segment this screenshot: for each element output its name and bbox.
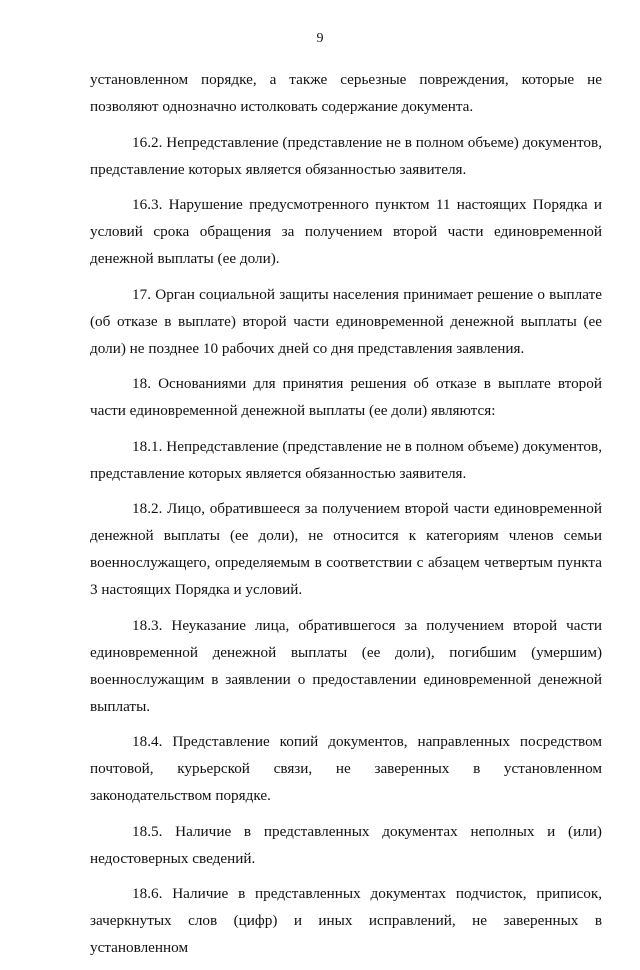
paragraph-18-1: 18.1. Непредставление (представление не в полном объеме) документов, представление которых является обязанностью заявителя. (90, 437, 602, 482)
paragraph-17: 17. Орган социальной защиты населения принимает решение о выплате (об отказе в выплате) второй части единовременной денежной выплаты (ее доли) не позднее 10 рабочих дней со дня представления заявления. (90, 285, 602, 357)
paragraph-16-2: 16.2. Непредставление (представление не в полном объеме) документов, представление которых является обязанностью заявителя. (90, 133, 602, 178)
paragraph-18-4: 18.4. Представление копий документов, направленных посредством почтовой, курьерской связи, не заверенных в установленном законодательством порядке. (90, 733, 602, 804)
paragraph-18-5: 18.5. Наличие в представленных документах неполных и (или) недостоверных сведений. (90, 822, 602, 867)
paragraph-18-2: 18.2. Лицо, обратившееся за получением второй части единовременной денежной выплаты (ее доли), не относится к категориям членов семьи военнослужащего, определяемым в соответствии с абзацем четвертым пункта 3 настоящих Порядка и условий. (90, 500, 602, 598)
paragraph-continuation: установленном порядке, а также серьезные повреждения, которые не позволяют однозначно истолковать содержание документа. (90, 71, 602, 115)
paragraph-18-3: 18.3. Неуказание лица, обратившегося за получением второй части единовременной денежной выплаты (ее доли), погибшим (умершим) военнослужащим в заявлении о предоставлении единовременной денежной выплаты. (90, 616, 602, 715)
document-body (90, 66, 602, 970)
page-number: 9 (316, 31, 324, 46)
paragraph-18: 18. Основаниями для принятия решения об отказе в выплате второй части единовременной денежной выплаты (ее доли) являются: (90, 375, 602, 419)
paragraph-18-6: 18.6. Наличие в представленных документах подчисток, приписок, зачеркнутых слов (цифр) и иных исправлений, не заверенных в установленном (90, 885, 602, 956)
paragraph-16-3: 16.3. Нарушение предусмотренного пунктом 11 настоящих Порядка и условий срока обращения за получением второй части единовременной денежной выплаты (ее доли). (90, 196, 602, 267)
